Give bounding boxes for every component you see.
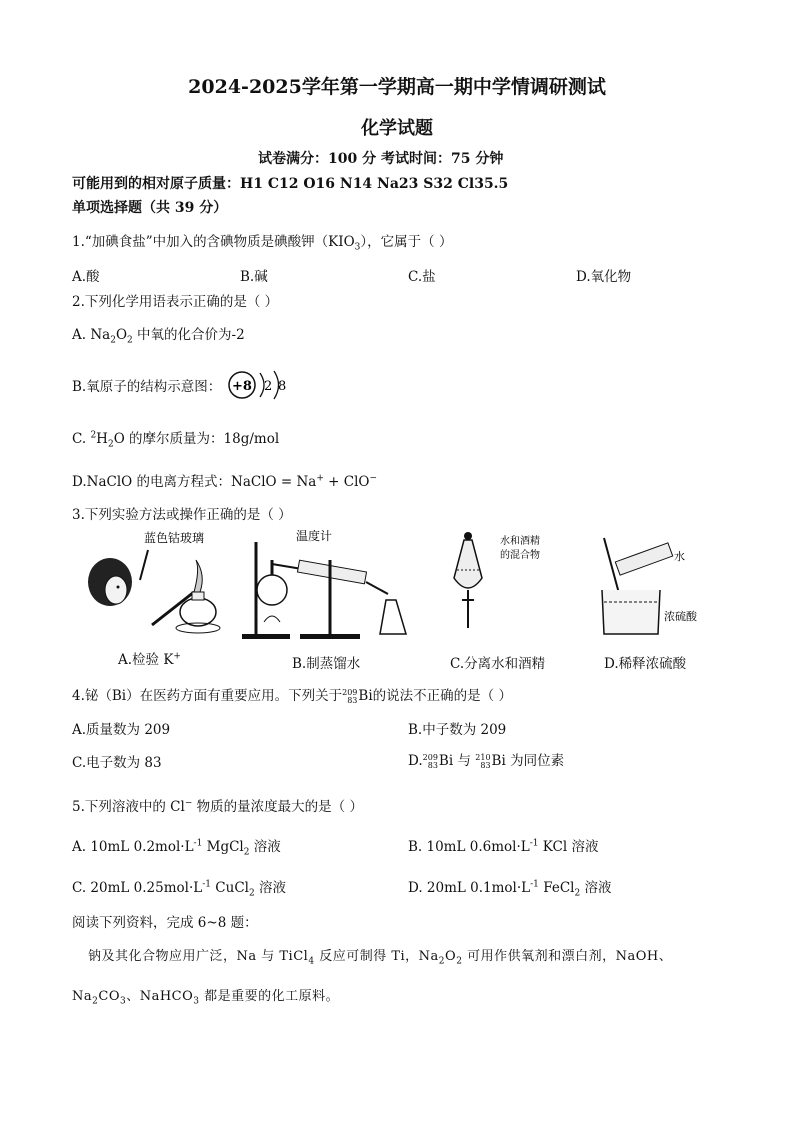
reading-paragraph-line1: 钠及其化合物应用广泛，Na 与 TiCl$_4$ 反应可制得 Ti，$Na_2O_2$ 可用作供氧剂和漂白剂，NaOH、	[88, 949, 673, 967]
nucleus-charge: +8	[232, 379, 252, 394]
q5-option-c: C. 20mL $0.25mol\cdot L^{-1}$ CuCl$_2$ 溶液	[72, 879, 287, 899]
q2-option-c: C. $^2H_2O$ 的摩尔质量为：18g/mol	[72, 430, 280, 450]
section-heading: 单项选择题（共 39 分）	[72, 200, 228, 216]
q3-stem: 3.下列实验方法或操作正确的是（ ）	[72, 507, 292, 523]
q2-option-b: B.氧原子的结构示意图：	[72, 379, 222, 395]
separatory-funnel-illustration	[440, 528, 580, 640]
distillation-illustration	[240, 530, 415, 642]
q2-option-d: D.NaClO 的电离方程式：NaClO = Na+ + ClO−	[72, 473, 378, 490]
q5-stem: 5.下列溶液中的 Cl− 物质的量浓度最大的是（ ）	[72, 798, 363, 815]
mixture-label-line1: 水和酒精	[500, 536, 540, 547]
water-label: 水	[674, 550, 685, 563]
thermometer-label: 温度计	[296, 530, 333, 543]
q1-stem: 1.“加碘食盐”中加入的含碘物质是碘酸钾$(KIO_3)$，它属于（ ）	[72, 234, 453, 253]
q4-stem: 4.铋（Bi）在医药方面有重要应用。下列关于209 83Bi的说法不正确的是（ ）	[72, 687, 512, 705]
flame-test-illustration	[82, 530, 232, 640]
q3-caption-b: B.制蒸馏水	[292, 656, 361, 672]
q4-option-b: B.中子数为 209	[408, 722, 507, 738]
q2-stem: 2.下列化学用语表示正确的是（ ）	[72, 294, 279, 310]
oxygen-atom-structure-diagram	[222, 365, 302, 405]
q1-option-c: C.盐	[408, 269, 436, 285]
exam-title: 2024-2025学年第一学期高一期中学情调研测试	[188, 76, 606, 98]
q4-option-d: D.209 83Bi 与 210 83Bi 为同位素	[408, 752, 565, 770]
q1-option-a: A.酸	[72, 269, 100, 285]
conc-sulfuric-label: 浓硫酸	[664, 610, 697, 623]
q1-option-b: B.碱	[240, 269, 268, 285]
q3-caption-c: C.分离水和酒精	[450, 656, 546, 672]
q5-option-b: B. 10mL $0.6mol\cdot L^{-1}$ KCl 溶液	[408, 838, 599, 855]
mixture-label-line2: 的混合物	[500, 550, 540, 561]
q5-option-d: D. 20mL $0.1mol\cdot L^{-1}$ FeCl$_2$ 溶液	[408, 879, 612, 899]
q2-option-a: A. $Na_2O_2$ 中氧的化合价为-2	[72, 327, 245, 346]
q1-option-d: D.氧化物	[576, 269, 632, 285]
q3-caption-a: A.检验 K+	[118, 651, 181, 668]
q3-caption-d: D.稀释浓硫酸	[604, 656, 687, 672]
reading-intro: 阅读下列资料，完成 6~8 题：	[72, 915, 258, 931]
q4-option-c: C.电子数为 83	[72, 755, 162, 771]
q4-option-a: A.质量数为 209	[72, 722, 171, 738]
reading-paragraph-line2: $Na_2CO_3$、NaHCO$_3$ 都是重要的化工原料。	[72, 989, 340, 1007]
exam-info: 试卷满分：100 分 考试时间：75 分钟	[258, 151, 504, 167]
shell-2-electrons: 8	[278, 379, 287, 394]
atomic-mass-line: 可能用到的相对原子质量：H1 C12 O16 N14 Na23 S32 Cl35.5	[72, 176, 509, 192]
cobalt-glass-label: 蓝色钴玻璃	[144, 531, 205, 545]
q5-option-a: A. 10mL $0.2mol\cdot L^{-1}$ MgCl$_2$ 溶液	[72, 838, 281, 858]
subject-title: 化学试题	[361, 118, 433, 139]
shell-1-electrons: 2	[264, 379, 273, 394]
dilution-illustration	[596, 530, 716, 642]
